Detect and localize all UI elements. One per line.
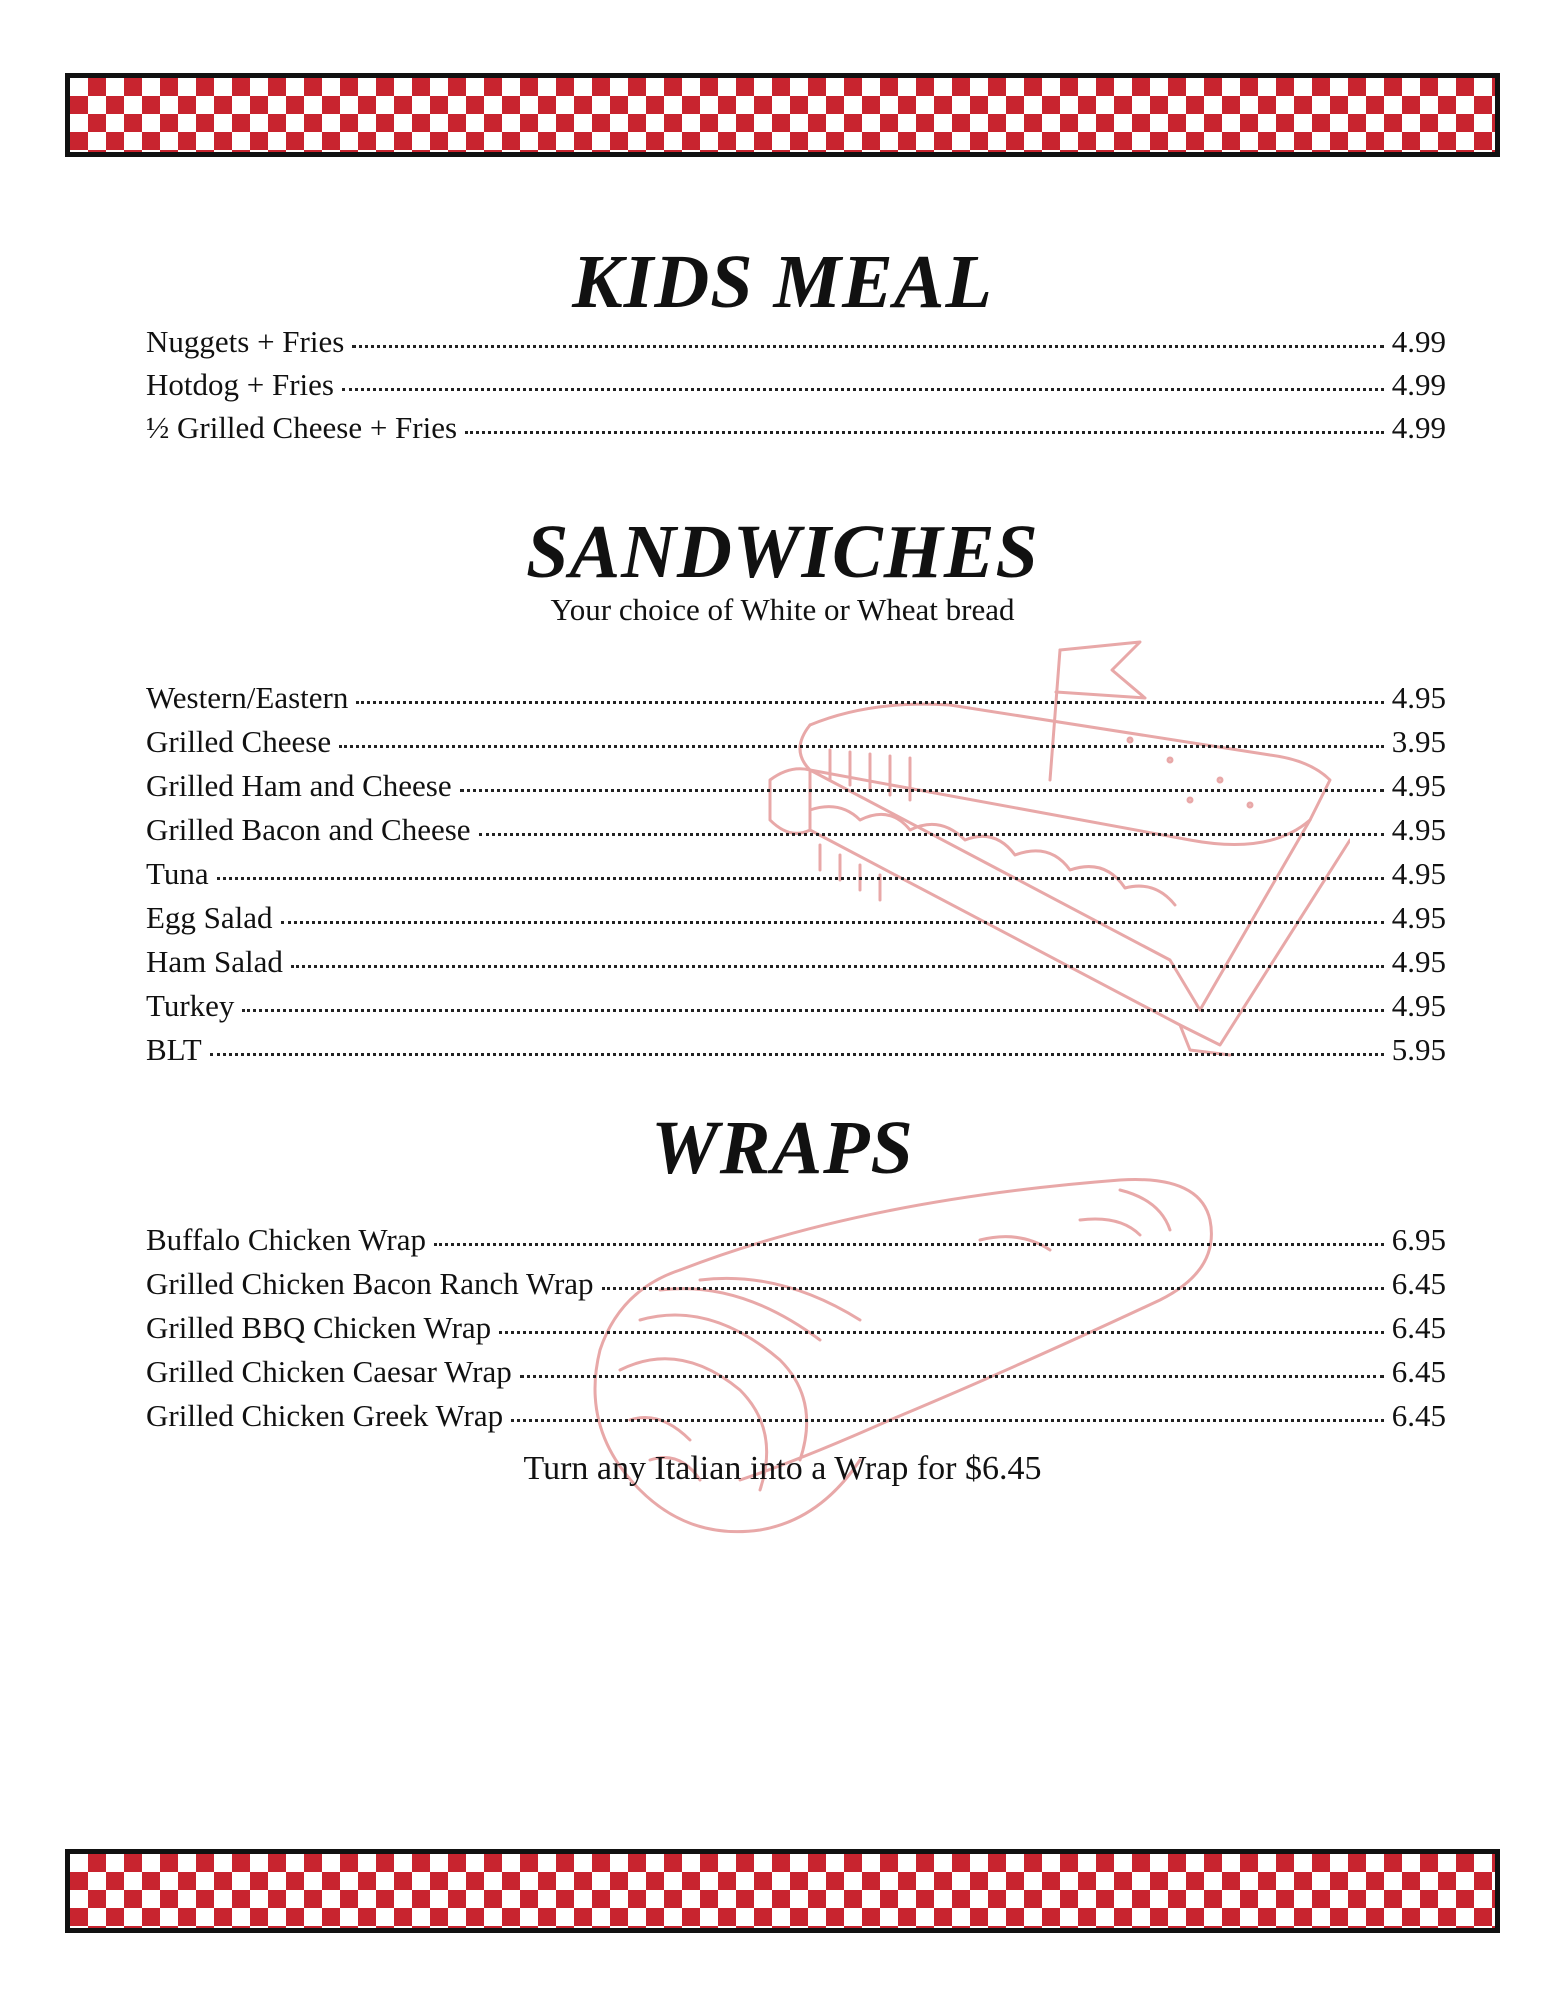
- item-name: Grilled Chicken Greek Wrap: [146, 1398, 504, 1433]
- dot-leader: [511, 1417, 1384, 1422]
- menu-item: [146, 722, 1446, 762]
- dot-leader: [242, 1007, 1383, 1012]
- item-price: 4.99: [1391, 410, 1446, 445]
- item-name: Western/Eastern: [146, 680, 349, 715]
- item-price: 6.45: [1391, 1398, 1446, 1433]
- dot-leader: [281, 919, 1384, 924]
- menu-item: [146, 408, 1446, 448]
- item-name: Tuna: [146, 856, 209, 891]
- item-name: Ham Salad: [146, 944, 283, 979]
- dot-leader: [434, 1241, 1384, 1246]
- dot-leader: [602, 1285, 1384, 1290]
- dot-leader: [217, 875, 1384, 880]
- item-name: Turkey: [146, 988, 235, 1023]
- item-name: Grilled Bacon and Cheese: [146, 812, 471, 847]
- sandwiches-subtitle: Your choice of White or Wheat bread: [550, 592, 1015, 627]
- kids-meal-title: KIDS MEAL: [572, 240, 993, 324]
- menu-item: [146, 1220, 1446, 1260]
- item-price: 6.45: [1391, 1266, 1446, 1301]
- menu-item: [146, 678, 1446, 718]
- menu-item: [146, 810, 1446, 850]
- item-price: 4.95: [1391, 944, 1446, 979]
- item-price: 4.95: [1391, 812, 1446, 847]
- item-name: Grilled Ham and Cheese: [146, 768, 452, 803]
- menu-item: [146, 1396, 1446, 1436]
- dot-leader: [339, 743, 1384, 748]
- menu-item: [146, 986, 1446, 1026]
- item-price: 6.95: [1391, 1222, 1446, 1257]
- item-price: 4.95: [1391, 856, 1446, 891]
- item-name: Grilled BBQ Chicken Wrap: [146, 1310, 492, 1345]
- wraps-title: WRAPS: [651, 1106, 914, 1190]
- item-price: 4.95: [1391, 900, 1446, 935]
- item-name: Grilled Cheese: [146, 724, 332, 759]
- menu-item: [146, 1308, 1446, 1348]
- item-price: 4.99: [1391, 324, 1446, 359]
- item-price: 6.45: [1391, 1354, 1446, 1389]
- checkered-border-top: [65, 73, 1500, 157]
- sandwiches-title: SANDWICHES: [526, 510, 1039, 594]
- dot-leader: [520, 1373, 1384, 1378]
- dot-leader: [460, 787, 1384, 792]
- dot-leader: [352, 343, 1383, 348]
- menu-item: [146, 898, 1446, 938]
- item-name: Nuggets + Fries: [146, 324, 345, 359]
- dot-leader: [356, 699, 1383, 704]
- item-price: 4.95: [1391, 988, 1446, 1023]
- menu-item: [146, 1264, 1446, 1304]
- item-name: Buffalo Chicken Wrap: [146, 1222, 426, 1257]
- item-name: Grilled Chicken Caesar Wrap: [146, 1354, 512, 1389]
- menu-item: [146, 942, 1446, 982]
- menu-item: [146, 854, 1446, 894]
- wraps-note: Turn any Italian into a Wrap for $6.45: [523, 1450, 1042, 1487]
- checkered-border-bottom: [65, 1849, 1500, 1933]
- menu-item: [146, 1030, 1446, 1070]
- dot-leader: [465, 429, 1384, 434]
- menu-item: [146, 1352, 1446, 1392]
- item-name: Grilled Chicken Bacon Ranch Wrap: [146, 1266, 594, 1301]
- item-price: 3.95: [1391, 724, 1446, 759]
- item-name: ½ Grilled Cheese + Fries: [146, 410, 458, 445]
- item-name: BLT: [146, 1032, 202, 1067]
- item-price: 4.95: [1391, 680, 1446, 715]
- dot-leader: [342, 386, 1384, 391]
- dot-leader: [210, 1051, 1384, 1056]
- menu-item: [146, 766, 1446, 806]
- item-name: Egg Salad: [146, 900, 273, 935]
- dot-leader: [499, 1329, 1384, 1334]
- menu-item: [146, 365, 1446, 405]
- item-price: 4.95: [1391, 768, 1446, 803]
- item-price: 4.99: [1391, 367, 1446, 402]
- item-price: 5.95: [1391, 1032, 1446, 1067]
- menu-item: [146, 322, 1446, 362]
- dot-leader: [479, 831, 1384, 836]
- item-price: 6.45: [1391, 1310, 1446, 1345]
- item-name: Hotdog + Fries: [146, 367, 334, 402]
- dot-leader: [291, 963, 1384, 968]
